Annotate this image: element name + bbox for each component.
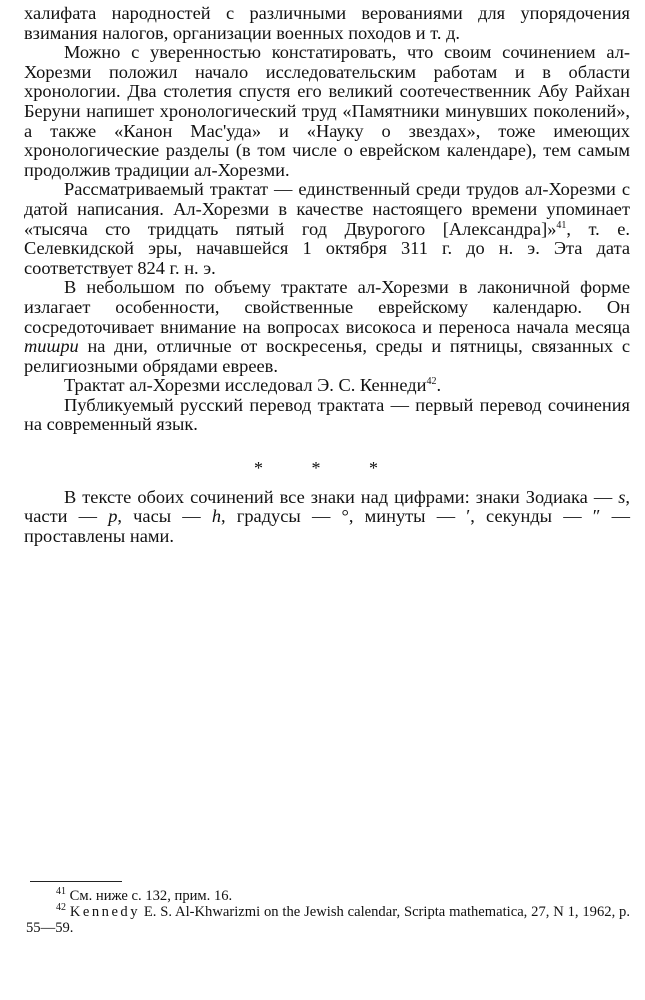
- notation-text-2: , часы —: [117, 506, 212, 527]
- term-tishri: тишри: [24, 336, 79, 357]
- footnote-number-41: 41: [56, 886, 66, 898]
- footnote-41-text: См. ниже с. 132, прим. 16.: [66, 888, 233, 904]
- paragraph-0-text: халифата народностей с различными верованиями для упорядочения взимания налогов, организации военных походов и т. д.: [24, 3, 630, 43]
- footnote-42-author: Kennedy: [69, 904, 141, 920]
- symbol-s: s: [618, 486, 626, 507]
- paragraph-0: [24, 4, 630, 43]
- footnote-ref-42[interactable]: 42: [426, 376, 437, 388]
- paragraph-4: [24, 376, 630, 396]
- paragraph-1: [24, 43, 630, 180]
- footnotes: [26, 888, 630, 936]
- notation-paragraph: [24, 488, 630, 547]
- paragraph-4-text-b: .: [436, 375, 442, 396]
- paragraph-2: [24, 180, 630, 278]
- notation-lead: В тексте обоих сочинений все знаки над цифрами: знаки Зодиака —: [64, 486, 619, 507]
- symbol-h: h: [211, 506, 222, 527]
- paragraph-3-text-a: В небольшом по объему трактате ал-Хорезми в лаконичной форме излагает особенности, свойственные еврейскому календарю. Он сосредоточивает внимание на вопросах високоса и переноса начала месяца: [24, 277, 630, 337]
- paragraph-2-text-b: , т. е. Селевкидской эры, начавшейся 1 октября 311 г. до н. э. Эта дата соответствует 824 г. н. э.: [24, 218, 630, 278]
- paragraph-3-text-b: на дни, отличные от воскресенья, среды и пятницы, связанных с религиозными обрядами евреев.: [24, 336, 630, 376]
- notation-text-1: , части —: [24, 486, 630, 527]
- symbol-p: p: [108, 506, 118, 527]
- footnote-41: [26, 888, 630, 904]
- footnote-divider: [30, 881, 122, 882]
- footnote-42: [26, 904, 630, 936]
- footnote-number-42: 42: [56, 902, 66, 914]
- section-separator: * * *: [254, 458, 400, 479]
- paragraph-5-text: Публикуемый русский перевод трактата — первый перевод сочинения на современный язык.: [24, 394, 630, 435]
- paragraph-3: [24, 278, 630, 376]
- paragraph-2-text-a: Рассматриваемый трактат — единственный среди трудов ал-Хорезми с датой написания. Ал-Хорезми в качестве настоящего времени упоминает «тысяча сто тридцать пятый год Двурогого [Александра]»: [24, 179, 630, 239]
- main-text: [24, 4, 630, 546]
- paragraph-1-text: Можно с уверенностью констатировать, что своим сочинением ал-Хорезми положил начало исследовательским работам и в области хронологии. Два столетия спустя его великий соотечественник Абу Райхан Беруни напишет хронологический труд «Памятники минувших поколений», а также «Канон Мас'уда» и «Науку о звездах», тоже имеющих хронологические разделы (в том числе о еврейском календаре), тем самым продолжив традиции ал-Хорезми.: [24, 42, 630, 180]
- paragraph-5: [24, 396, 630, 435]
- footnote-42-text: E. S. Al-Khwarizmi on the Jewish calendar, Scripta mathematica, 27, N 1, 1962, p. 55—59.: [26, 904, 630, 936]
- paragraph-4-text-a: Трактат ал-Хорезми исследовал Э. С. Кеннеди: [64, 375, 427, 396]
- notation-text-3: , градусы — °, минуты — ′, секунды — ″ — проставлены нами.: [24, 506, 630, 546]
- footnote-ref-41[interactable]: 41: [556, 219, 567, 231]
